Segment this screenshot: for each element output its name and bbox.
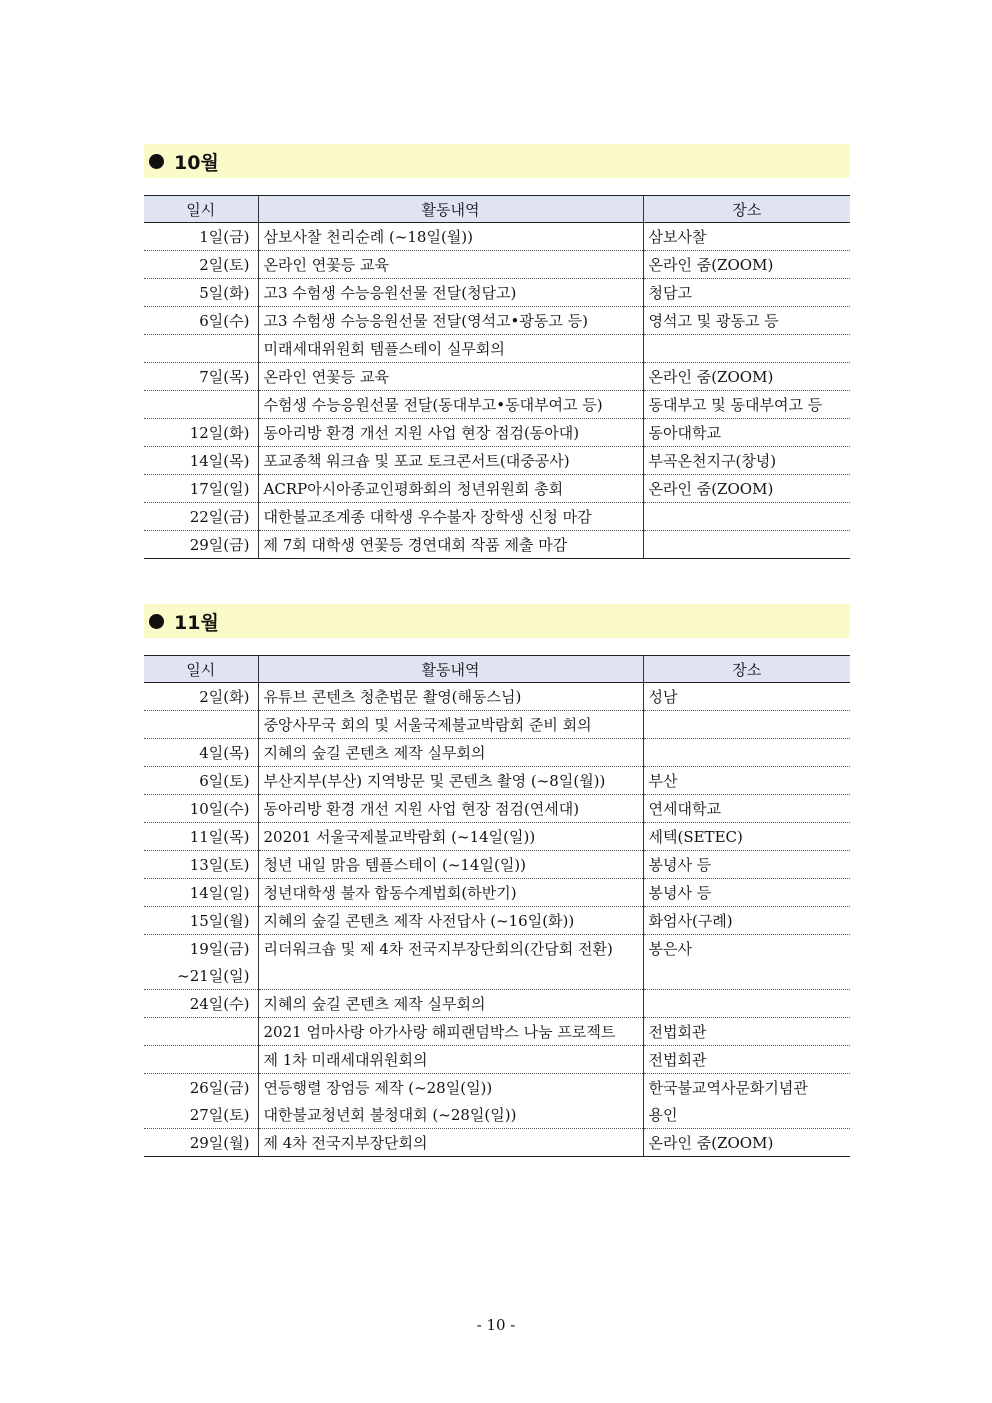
table-row bbox=[144, 223, 850, 251]
place-cell: 봉녕사 등 bbox=[643, 851, 850, 879]
activity-cell: 지혜의 숲길 콘텐츠 제작 실무회의 bbox=[258, 739, 643, 767]
activity-cell: 대한불교조계종 대학생 우수불자 장학생 신청 마감 bbox=[258, 503, 643, 531]
table-row bbox=[144, 1129, 850, 1157]
date-cell: 7일(목) bbox=[144, 363, 258, 391]
date-cell: 19일(금) bbox=[189, 940, 250, 958]
october-table bbox=[144, 195, 850, 559]
table-row bbox=[144, 990, 850, 1018]
date-cell: 29일(월) bbox=[144, 1129, 258, 1157]
date-cell: 5일(화) bbox=[144, 279, 258, 307]
table-row bbox=[144, 279, 850, 307]
place-cell: 전법회관 bbox=[643, 1046, 850, 1074]
activity-cell: ACRP아시아종교인평화회의 청년위원회 총회 bbox=[258, 475, 643, 503]
table-row bbox=[144, 419, 850, 447]
date-cell: 10일(수) bbox=[144, 795, 258, 823]
october-heading bbox=[144, 144, 850, 178]
date-cell: 2일(화) bbox=[144, 683, 258, 711]
place-cell: 봉녕사 등 bbox=[643, 879, 850, 907]
activity-cell: 지혜의 숲길 콘텐츠 제작 사전답사 (~16일(화)) bbox=[258, 907, 643, 935]
activity-cell: 리더워크숍 및 제 4차 전국지부장단회의(간담회 전환) bbox=[258, 935, 643, 963]
place-cell: 연세대학교 bbox=[643, 795, 850, 823]
page-number: - 10 - bbox=[476, 1316, 516, 1334]
table-row bbox=[144, 251, 850, 279]
table-row bbox=[144, 447, 850, 475]
place-cell bbox=[643, 335, 850, 363]
place-cell: 온라인 줌(ZOOM) bbox=[643, 1129, 850, 1157]
header-activity: 활동내역 bbox=[258, 656, 643, 683]
activity-cell: 20201 서울국제불교박람회 (~14일(일)) bbox=[258, 823, 643, 851]
table-row bbox=[144, 363, 850, 391]
place-cell bbox=[643, 739, 850, 767]
header-row bbox=[144, 196, 850, 223]
header-activity: 활동내역 bbox=[258, 196, 643, 223]
activity-cell: 삼보사찰 천리순례 (~18일(월)) bbox=[258, 223, 643, 251]
header-row bbox=[144, 656, 850, 683]
place-cell: 성남 bbox=[643, 683, 850, 711]
activity-cell: 부산지부(부산) 지역방문 및 콘텐츠 촬영 (~8일(월)) bbox=[258, 767, 643, 795]
place-cell bbox=[643, 962, 850, 990]
place-cell: 온라인 줌(ZOOM) bbox=[643, 475, 850, 503]
november-section bbox=[144, 604, 850, 1157]
place-cell: 부곡온천지구(창녕) bbox=[643, 447, 850, 475]
date-cell: 6일(토) bbox=[144, 767, 258, 795]
activity-cell bbox=[258, 962, 643, 990]
october-title: 10월 bbox=[174, 151, 219, 174]
date-cell bbox=[144, 1046, 258, 1074]
activity-cell: 연등행렬 장엄등 제작 (~28일(일)) bbox=[258, 1074, 643, 1102]
table-row bbox=[144, 475, 850, 503]
date-cell bbox=[144, 711, 258, 739]
date-cell: 17일(일) bbox=[144, 475, 258, 503]
date-cell: 13일(토) bbox=[144, 851, 258, 879]
activity-cell: 중앙사무국 회의 및 서울국제불교박람회 준비 회의 bbox=[258, 711, 643, 739]
activity-cell: 청년대학생 불자 합동수계법회(하반기) bbox=[258, 879, 643, 907]
bullet-icon bbox=[149, 154, 164, 169]
header-date: 일시 bbox=[144, 196, 258, 223]
date-cell: 24일(수) bbox=[144, 990, 258, 1018]
date-cell: 12일(화) bbox=[144, 419, 258, 447]
bullet-icon bbox=[149, 614, 164, 629]
date-cell: 11일(목) bbox=[144, 823, 258, 851]
activity-cell: 고3 수험생 수능응원선물 전달(영석고•광동고 등) bbox=[258, 307, 643, 335]
activity-cell: 청년 내일 맑음 템플스테이 (~14일(일)) bbox=[258, 851, 643, 879]
place-cell bbox=[643, 503, 850, 531]
table-row bbox=[144, 391, 850, 419]
table-row bbox=[144, 962, 850, 990]
activity-cell: 고3 수험생 수능응원선물 전달(청담고) bbox=[258, 279, 643, 307]
place-cell: 삼보사찰 bbox=[643, 223, 850, 251]
place-cell bbox=[643, 990, 850, 1018]
table-row bbox=[144, 1018, 850, 1046]
activity-cell: 제 7회 대학생 연꽃등 경연대회 작품 제출 마감 bbox=[258, 531, 643, 559]
table-row bbox=[144, 1074, 850, 1102]
table-row bbox=[144, 795, 850, 823]
header-date: 일시 bbox=[144, 656, 258, 683]
activity-cell: 온라인 연꽃등 교육 bbox=[258, 363, 643, 391]
november-heading bbox=[144, 604, 850, 638]
table-row bbox=[144, 711, 850, 739]
october-rows bbox=[144, 223, 850, 559]
place-cell: 전법회관 bbox=[643, 1018, 850, 1046]
table-row bbox=[144, 335, 850, 363]
activity-cell: 제 1차 미래세대위원회의 bbox=[258, 1046, 643, 1074]
date-cell bbox=[144, 1018, 258, 1046]
date-cell: 14일(일) bbox=[144, 879, 258, 907]
date-cell: 6일(수) bbox=[144, 307, 258, 335]
activity-cell: 대한불교청년회 불청대회 (~28일(일)) bbox=[258, 1101, 643, 1129]
place-cell: 청담고 bbox=[643, 279, 850, 307]
table-row bbox=[144, 503, 850, 531]
activity-cell: 포교종책 워크숍 및 포교 토크콘서트(대중공사) bbox=[258, 447, 643, 475]
table-row bbox=[144, 907, 850, 935]
table-row bbox=[144, 935, 850, 963]
place-cell: 동아대학교 bbox=[643, 419, 850, 447]
date-cell: 26일(금) bbox=[189, 1079, 250, 1097]
place-cell: 온라인 줌(ZOOM) bbox=[643, 363, 850, 391]
activity-cell: 동아리방 환경 개선 지원 사업 현장 점검(연세대) bbox=[258, 795, 643, 823]
place-cell: 화엄사(구례) bbox=[643, 907, 850, 935]
date-cell bbox=[144, 391, 258, 419]
header-place: 장소 bbox=[643, 656, 850, 683]
place-cell: 동대부고 및 동대부여고 등 bbox=[643, 391, 850, 419]
date-cell: 29일(금) bbox=[144, 531, 258, 559]
table-row bbox=[144, 851, 850, 879]
table-row bbox=[144, 307, 850, 335]
place-cell bbox=[643, 711, 850, 739]
place-cell: 용인 bbox=[643, 1101, 850, 1129]
table-row bbox=[144, 1101, 850, 1129]
activity-cell: 2021 엄마사랑 아가사랑 해피랜덤박스 나눔 프로젝트 bbox=[258, 1018, 643, 1046]
date-cell: 4일(목) bbox=[144, 739, 258, 767]
table-row bbox=[144, 531, 850, 559]
table-row bbox=[144, 767, 850, 795]
date-cell: 27일(토) bbox=[144, 1101, 258, 1129]
place-cell: 한국불교역사문화기념관 bbox=[643, 1074, 850, 1102]
header-place: 장소 bbox=[643, 196, 850, 223]
activity-cell: 동아리방 환경 개선 지원 사업 현장 점검(동아대) bbox=[258, 419, 643, 447]
activity-cell: 미래세대위원회 템플스테이 실무회의 bbox=[258, 335, 643, 363]
date-cell: 2일(토) bbox=[144, 251, 258, 279]
date-cell bbox=[144, 335, 258, 363]
place-cell: 온라인 줌(ZOOM) bbox=[643, 251, 850, 279]
activity-cell: 지혜의 숲길 콘텐츠 제작 실무회의 bbox=[258, 990, 643, 1018]
table-row bbox=[144, 879, 850, 907]
november-rows bbox=[144, 683, 850, 1157]
activity-cell: 온라인 연꽃등 교육 bbox=[258, 251, 643, 279]
activity-cell: 유튜브 콘텐츠 청춘법문 촬영(해동스님) bbox=[258, 683, 643, 711]
place-cell: 영석고 및 광동고 등 bbox=[643, 307, 850, 335]
november-table bbox=[144, 655, 850, 1157]
place-cell: 세텍(SETEC) bbox=[643, 823, 850, 851]
activity-cell: 제 4차 전국지부장단회의 bbox=[258, 1129, 643, 1157]
table-row bbox=[144, 739, 850, 767]
date-cell: ~21일(일) bbox=[144, 962, 258, 990]
table-row bbox=[144, 1046, 850, 1074]
october-section bbox=[144, 144, 850, 559]
date-cell: 14일(목) bbox=[144, 447, 258, 475]
table-row bbox=[144, 683, 850, 711]
date-cell: 1일(금) bbox=[144, 223, 258, 251]
november-title: 11월 bbox=[174, 611, 219, 634]
place-cell: 부산 bbox=[643, 767, 850, 795]
table-row bbox=[144, 823, 850, 851]
place-cell: 봉은사 bbox=[643, 935, 850, 963]
date-cell: 15일(월) bbox=[144, 907, 258, 935]
place-cell bbox=[643, 531, 850, 559]
activity-cell: 수험생 수능응원선물 전달(동대부고•동대부여고 등) bbox=[258, 391, 643, 419]
date-cell: 22일(금) bbox=[144, 503, 258, 531]
